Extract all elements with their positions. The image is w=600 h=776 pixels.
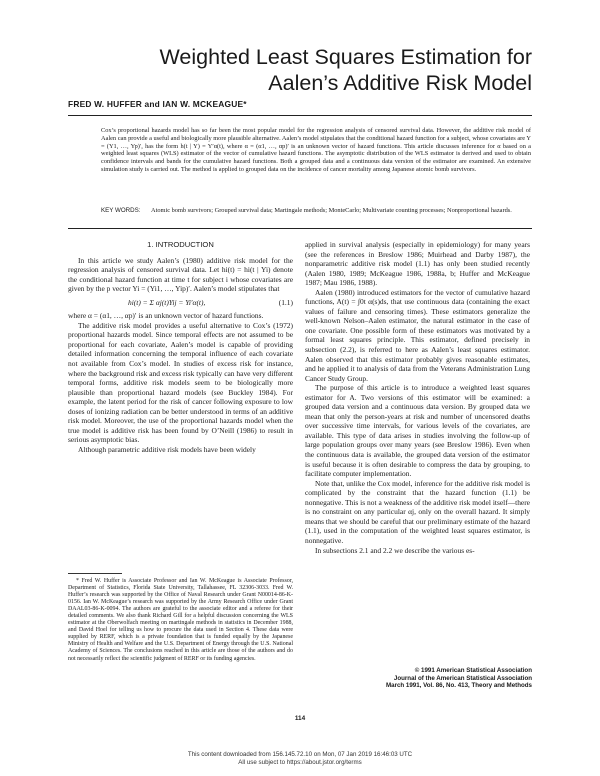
download-notice (0, 751, 600, 766)
abstract-divider (68, 228, 532, 229)
equation-number: (1.1) (278, 297, 293, 307)
title-line-2: Aalen’s Additive Risk Model (268, 71, 532, 95)
intro-paragraph-1: In this article we study Aalen’s (1980) additive risk model for the regression analysis of censored survival data. Let hi(t) = hi(t | Yi) denote the conditional hazard function at time t for subject i whose covariates are given by the p vector Yi = (Yi1, …, Yip)′. Aalen’s model stipulates that (68, 255, 293, 294)
intro-paragraph-2: where α = (α1, …, αp)′ is an unknown vector of hazard functions. (68, 311, 264, 321)
author-list: FRED W. HUFFER and IAN W. MCKEAGUE* (68, 99, 247, 109)
copyright-line-3: March 1991, Vol. 86, No. 413, Theory and Methods (385, 682, 532, 690)
intro-paragraph-4: Although parametric additive risk models have been widely (78, 444, 256, 454)
equation-body: hi(t) = Σ αj(t)Yij = Yi′α(t), (128, 297, 206, 307)
left-column (68, 240, 293, 454)
keywords-block (101, 207, 531, 215)
terms-link[interactable]: All use subject to https://about.jstor.org/terms (238, 758, 362, 766)
page-number: 114 (294, 715, 306, 722)
abstract-text: Cox’s proportional hazards model has so far been the most popular model for the regression analysis of censored survival data. However, the additive risk model of Aalen can provide a useful and biologically more plausible alternative. Aalen’s model stipulates that the conditional hazard function for a subject, whose covariates are Y = (Y1, …, Yp)′, has the form h(t | Y) = Y′α(t), where α = (α1, …, αp)′ is an unknown vector of hazard functions. This article discusses inference for α based on a weighted least squares (WLS) estimator of the vector of cumulative hazard functions. The asymptotic distribution of the WLS estimator is derived and used to obtain confidence intervals and bands for the cumulative hazard functions. Both a grouped data and a continuous data version of the estimator are examined. An extensive simulation study is carried out. The method is applied to grouped data on the incidence of cancer mortality among Japanese atomic bomb survivors. (101, 127, 531, 173)
equation-1-1 (68, 298, 293, 308)
section-heading: 1. INTRODUCTION (147, 240, 214, 249)
right-paragraph-1: applied in survival analysis (especially in epidemiology) for many years (see the references in Breslow 1986; Muirhead and Darby 1987), the nonparametric additive risk model (1.1) has only been studied recently (Aalen 1980, 1989; McKeague 1986, 1988a, b; Huffer and McKeague 1987; Mau 1986, 1988). (305, 240, 530, 288)
download-line-1: This content downloaded from 156.145.72.10 on Mon, 07 Jan 2019 16:46:03 UTC (187, 751, 413, 758)
article-title (160, 44, 532, 96)
intro-paragraph-3: The additive risk model provides a useful alternative to Cox’s (1972) proportional hazards model. Since temporal effects are not assumed to be proportional for each covariate, Aalen’s model is capable of providing detailed information concerning the temporal influence of each covariate not available from Cox’s model. In studies of excess risk for instance, where the background risk and excess risk typically can have very different temporal forms, additive risk models seem to be biologically more plausible than proportional hazard models (see Buckley 1984). For example, the latent period for the risk of cancer following exposure to low doses of ionizing radiation can be better understood in terms of an additive risk model. Moreover, the use of the proportional hazards model when the true model is additive risk has been found by O’Neill (1986) to result in serious asymptotic bias. (68, 320, 293, 445)
header-divider (68, 115, 532, 116)
right-paragraph-4: Note that, unlike the Cox model, inference for the additive risk model is complicated by the constraint that the hazard function (1.1) be nonnegative. This is not a weakness of the additive risk model itself—there is no constraint on any particular αj, only on the overall hazard. It simply means that we should be careful that our preliminary estimate of the hazard (1.1), used in the computation of the weighted least squares estimator, is nonnegative. (305, 478, 530, 545)
title-line-1: Weighted Least Squares Estimation for (159, 45, 532, 69)
copyright-line-1: © 1991 American Statistical Association (414, 667, 532, 674)
right-column (305, 240, 530, 555)
right-paragraph-3: The purpose of this article is to introduce a weighted least squares estimator for A. Two versions of this estimator will be examined: a grouped data version and a continuous data version. By grouped data we mean that only the person-years at risk and number of uncensored deaths over successive time intervals, for various levels of the covariates, are available. This type of data arises in studies involving the follow-up of large population groups over many years (see Breslow 1986). Even when the continuous data is available, the grouped data version of the estimator is useful because it is often desirable to compress the data by grouping, to facilitate computer implementation. (305, 383, 530, 479)
footnote-divider (68, 573, 122, 574)
copyright-line-2: Journal of the American Statistical Association (393, 674, 532, 682)
author-footnote: * Fred W. Huffer is Associate Professor and Ian W. McKeague is Associate Professor, Department of Statistics, Florida State University, Tallahassee, FL 32306-3033. Fred W. Huffer’s research was supported by the Office of Naval Research under Grant N00014-86-K-0156. Ian W. McKeague’s research was supported by the Army Research Office under Grant DAAL03-86-K-0094. The authors are grateful to the associate editor and a referee for their detailed comments. We also thank Richard Gill for a helpful discussion concerning the WLS estimator at the Oberwolfach meeting on martingale methods in statistics in December 1988, and David Hoel for telling us how to procure the data used in Section 4. These data were supplied by RERF, which is a private foundation that is funded equally by the Japanese Ministry of Health and Welfare and the U.S. Department of Energy through the U.S. National Academy of Sciences. The conclusions reached in this article are those of the authors and do not necessarily reflect the scientific judgment of RERF or its funding agencies. (68, 578, 293, 662)
keywords-text: Atomic bomb survivors; Grouped survival data; Martingale methods; MonteCarlo; Multivariate counting processes; Nonproportional hazards. (151, 207, 512, 214)
right-paragraph-2: Aalen (1980) introduced estimators for the vector of cumulative hazard functions, A(t) = ∫0t α(s)ds, that use continuous data (containing the exact values of failure and censoring times). These estimators generalize the well-known Nelson–Aalen estimator, the natural estimator in the case of one covariate. One possible form of these estimators was motivated by a formal least squares principle. This estimator, defined precisely in subsection (2.2), is referred to here as Aalen’s least squares estimator. Aalen observed that this estimator probably gives reasonable estimates, and he applied it to analysis of data from the Veterans Administration Lung Cancer Study Group. (305, 287, 530, 383)
keywords-label: KEY WORDS: (101, 207, 141, 214)
copyright-block (386, 667, 532, 690)
right-paragraph-5: In subsections 2.1 and 2.2 we describe the various es- (315, 545, 475, 555)
